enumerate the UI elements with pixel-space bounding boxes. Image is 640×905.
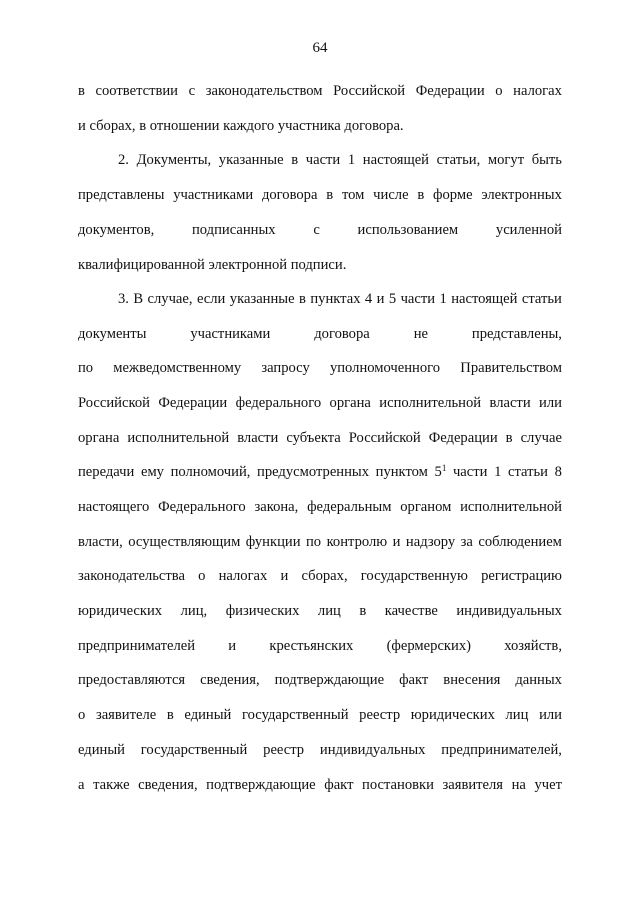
word: в xyxy=(291,152,299,168)
word: лиц xyxy=(505,707,529,723)
word: крестьянских xyxy=(269,638,354,654)
text-line: квалифицированной электронной подписи. xyxy=(78,257,347,273)
word: уполномоченного xyxy=(329,360,441,376)
word: осуществляющим xyxy=(128,534,241,550)
word: документов, xyxy=(78,222,155,238)
word: надзору xyxy=(405,534,456,550)
word: индивидуальных xyxy=(319,742,426,758)
word: 3. xyxy=(118,291,129,307)
word: участниками xyxy=(190,326,271,342)
word: Российской xyxy=(348,430,421,446)
word: власти xyxy=(237,430,279,446)
word: государственный xyxy=(140,742,248,758)
word: а xyxy=(78,777,85,793)
word: в xyxy=(417,187,425,203)
word: настоящей xyxy=(451,291,518,307)
text-line xyxy=(78,463,562,481)
word: исполнительной xyxy=(127,430,230,446)
word: 1 xyxy=(347,152,356,168)
word: с xyxy=(188,83,196,99)
word: юридических xyxy=(410,707,495,723)
word: и xyxy=(392,534,401,550)
word: ему xyxy=(140,464,164,480)
word: случае, xyxy=(147,291,193,307)
word: и xyxy=(228,638,237,654)
word: индивидуальных xyxy=(456,603,562,619)
word: (фермерских) xyxy=(386,638,471,654)
word: договора xyxy=(314,326,370,342)
word: части xyxy=(305,152,341,168)
word: государственную xyxy=(360,568,468,584)
text-line xyxy=(78,429,562,447)
word: межведомственному xyxy=(113,360,242,376)
word: настоящего xyxy=(78,499,150,515)
word: 5 xyxy=(388,291,397,307)
word: на xyxy=(511,777,526,793)
word: числе xyxy=(373,187,409,203)
word: предпринимателей, xyxy=(441,742,562,758)
word: Федерации xyxy=(428,430,498,446)
word: Правительством xyxy=(460,360,562,376)
word: о xyxy=(198,568,206,584)
word: предусмотренных xyxy=(257,464,370,480)
word: использованием xyxy=(357,222,459,238)
text-line: и сборах, в отношении каждого участника договора. xyxy=(78,118,404,134)
word: по xyxy=(78,360,94,376)
word: власти, xyxy=(78,534,123,550)
text-line xyxy=(78,186,562,204)
word: власти xyxy=(489,395,531,411)
word: государственный xyxy=(242,707,349,723)
word: реестр xyxy=(359,707,401,723)
word: статьи xyxy=(507,464,548,480)
word: сборах, xyxy=(301,568,348,584)
word: предпринимателей xyxy=(78,638,196,654)
word: в xyxy=(359,603,367,619)
word: статьи, xyxy=(436,152,481,168)
word: части xyxy=(452,464,488,480)
word: реестр xyxy=(263,742,305,758)
word: представлены, xyxy=(471,326,562,342)
word: 8 xyxy=(554,464,562,480)
word: сведения, xyxy=(200,672,260,688)
word: могут xyxy=(487,152,525,168)
word: факт xyxy=(324,777,354,793)
word: $5^1$ xyxy=(434,463,447,480)
word: соответствии xyxy=(95,83,178,99)
text-line xyxy=(78,741,562,759)
word: с xyxy=(313,222,320,238)
word: федеральным xyxy=(307,499,392,515)
word: в xyxy=(78,83,85,99)
text-line xyxy=(118,151,562,169)
text-line xyxy=(78,359,562,377)
word: органа xyxy=(78,430,120,446)
word: статьи xyxy=(521,291,562,307)
word: о xyxy=(495,83,503,99)
word: настоящей xyxy=(362,152,429,168)
word: постановки xyxy=(362,777,434,793)
word: том xyxy=(341,187,365,203)
word: физических xyxy=(225,603,300,619)
word: функции xyxy=(245,534,301,550)
word: заявителя xyxy=(442,777,504,793)
word: участниками xyxy=(173,187,254,203)
word: если xyxy=(196,291,226,307)
word: или xyxy=(539,707,562,723)
page-number: 64 xyxy=(312,40,328,56)
word: факт xyxy=(399,672,429,688)
word: единый xyxy=(184,707,232,723)
text-line xyxy=(78,671,562,689)
word: в xyxy=(505,430,513,446)
word: в xyxy=(166,707,174,723)
word: данных xyxy=(515,672,562,688)
word: качестве xyxy=(384,603,438,619)
word: полномочий, xyxy=(170,464,251,480)
word: электронных xyxy=(481,187,562,203)
text-line xyxy=(78,706,562,724)
text-line xyxy=(78,567,562,585)
word: подтверждающие xyxy=(274,672,385,688)
word: передачи xyxy=(78,464,135,480)
text-line xyxy=(118,290,562,308)
word: законодательства xyxy=(78,568,185,584)
word: юридических xyxy=(78,603,163,619)
word: регистрацию xyxy=(481,568,562,584)
word: хозяйств, xyxy=(504,638,562,654)
text-line xyxy=(78,82,562,100)
word: усиленной xyxy=(495,222,562,238)
word: учет xyxy=(534,777,562,793)
text-line xyxy=(78,637,562,655)
word: случае xyxy=(520,430,562,446)
word: закона, xyxy=(254,499,299,515)
word: пунктом xyxy=(375,464,428,480)
word: или xyxy=(539,395,562,411)
word: документы xyxy=(78,326,147,342)
word: Российской xyxy=(333,83,406,99)
word: 4 xyxy=(364,291,373,307)
word: лиц xyxy=(317,603,341,619)
word: налогах xyxy=(513,83,562,99)
word: о xyxy=(78,707,86,723)
word: быть xyxy=(531,152,562,168)
word: соблюдением xyxy=(478,534,562,550)
word: Документы, xyxy=(136,152,212,168)
text-line xyxy=(78,325,562,343)
word: законодательством xyxy=(205,83,323,99)
word: и xyxy=(280,568,289,584)
word: Федерации xyxy=(415,83,485,99)
word: 2. xyxy=(118,152,129,168)
text-line xyxy=(78,533,562,551)
word: Федерального xyxy=(158,499,246,515)
word: форме xyxy=(433,187,473,203)
word: предоставляются xyxy=(78,672,186,688)
word: не xyxy=(413,326,428,342)
word: за xyxy=(460,534,473,550)
word: указанные xyxy=(229,291,295,307)
word: запросу xyxy=(261,360,310,376)
word: Российской xyxy=(78,395,150,411)
word: 1 xyxy=(494,464,502,480)
text-line xyxy=(78,394,562,412)
text-line xyxy=(78,498,562,516)
word: также xyxy=(93,777,130,793)
word: подписанных xyxy=(192,222,276,238)
word: в xyxy=(299,291,306,307)
word: договора xyxy=(261,187,318,203)
word: налогах xyxy=(218,568,268,584)
word: в xyxy=(326,187,334,203)
text-line xyxy=(78,602,562,620)
word: и xyxy=(376,291,385,307)
word: сведения, xyxy=(138,777,198,793)
text-line xyxy=(78,221,562,239)
word: внесения xyxy=(443,672,501,688)
word: единый xyxy=(78,742,125,758)
word: части xyxy=(400,291,436,307)
word: Федерации xyxy=(158,395,228,411)
word: органом xyxy=(400,499,452,515)
word: подтверждающие xyxy=(206,777,316,793)
word: контролю xyxy=(326,534,388,550)
word: представлены xyxy=(78,187,165,203)
word: В xyxy=(133,291,144,307)
word: 1 xyxy=(439,291,447,307)
word: субъекта xyxy=(286,430,341,446)
text-line xyxy=(78,776,562,794)
word: исполнительной xyxy=(379,395,482,411)
word: органа xyxy=(329,395,371,411)
word: пунктах xyxy=(310,291,361,307)
word: заявителе xyxy=(95,707,157,723)
word: федерального xyxy=(235,395,322,411)
word: лиц, xyxy=(180,603,208,619)
word: исполнительной xyxy=(460,499,562,515)
word: по xyxy=(305,534,322,550)
word: указанные xyxy=(218,152,284,168)
